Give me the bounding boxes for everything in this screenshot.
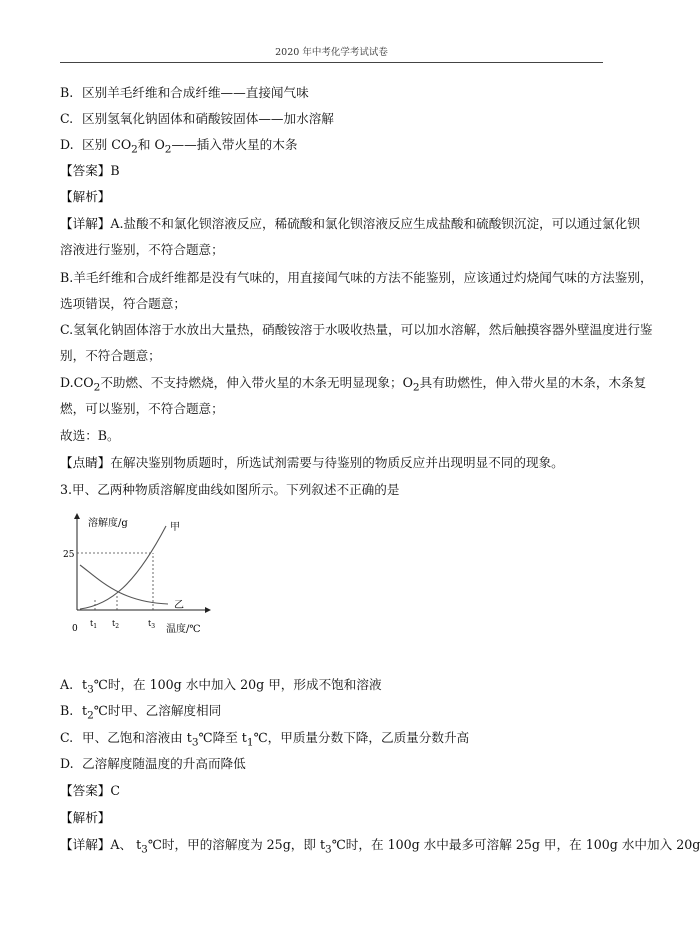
- subscript: 3: [325, 843, 332, 856]
- option-d-prev: [60, 137, 297, 158]
- comment-text: 在解决鉴别物质题时，所选试剂需要与待鉴别的物质反应并出现明显不同的现象。: [110, 455, 564, 470]
- option-label: C.: [60, 111, 74, 126]
- option-text: 区别氢氧化钠固体和硝酸铵固体——加水溶解: [82, 111, 334, 126]
- option-d-q3: [60, 756, 246, 772]
- detail-prev-line-3: B.羊毛纤维和合成纤维都是没有气味的，用直接闻气味的方法不能鉴别，应该通过灼烧闻气味的方法鉴别，: [60, 270, 653, 285]
- option-b-prev: [60, 85, 309, 101]
- series-label-jia: 甲: [170, 522, 180, 533]
- option-text-pre: t: [82, 677, 88, 692]
- answer-q3: [60, 783, 120, 799]
- x-tick-t3: [148, 619, 155, 630]
- header-rule: [60, 62, 603, 63]
- detail-prev-line-9: 故选：B。: [60, 428, 120, 443]
- curve-yi: [80, 565, 168, 604]
- subscript: 1: [246, 736, 254, 749]
- page-header: 2020 年中考化学考试试卷: [275, 47, 388, 58]
- detail-tag: 【详解】: [60, 216, 111, 231]
- option-text-post: ℃时甲、乙溶解度相同: [93, 703, 222, 718]
- subscript: 2: [87, 709, 94, 722]
- detail-prev-line-2: 溶液进行鉴别，不符合题意；: [60, 242, 224, 257]
- detail-prev-line-4: 选项错误，符合题意；: [60, 296, 186, 311]
- subscript: 2: [93, 381, 101, 394]
- option-label: A.: [60, 677, 74, 692]
- x-tick-t1: [90, 619, 97, 630]
- option-label: D.: [60, 756, 74, 771]
- subscript: 3: [141, 843, 148, 856]
- detail-prev-line-8: 燃，可以鉴别，不符合题意；: [60, 401, 224, 416]
- detail-tag: 【详解】: [60, 837, 111, 852]
- option-text: 区别羊毛纤维和合成纤维——直接闻气味: [82, 85, 309, 100]
- detail-text-post: ℃时，在 100g 水中最多可溶解 25g 甲，在 100g 水中加入 20g: [331, 837, 700, 852]
- svg-text:t1: $t_1$: [90, 619, 98, 630]
- option-text-post: ——插入带火星的木条: [171, 137, 298, 152]
- detail-prev-line-1: [60, 216, 640, 232]
- option-a-q3: [60, 677, 382, 698]
- analysis-prev: [60, 189, 110, 205]
- option-c-prev: [60, 111, 334, 127]
- detail-prev-line-5: C.氢氧化钠固体溶于水放出大量热，硝酸铵溶于水吸收热量，可以加水溶解，然后触摸容器外壁温度进行鉴: [60, 322, 653, 337]
- question-3-stem: 3.甲、乙两种物质溶解度曲线如图所示。下列叙述不正确的是: [60, 482, 400, 497]
- y-tick-label: 25: [63, 550, 75, 560]
- option-label: C.: [60, 730, 74, 745]
- option-label: B.: [60, 703, 74, 718]
- option-text-mid: 和 O: [137, 137, 165, 152]
- answer-tag: 【答案】: [60, 783, 111, 798]
- series-label-yi: 乙: [174, 600, 184, 611]
- option-label: D.: [60, 137, 74, 152]
- subscript: 3: [191, 736, 199, 749]
- option-text-pre: t: [82, 703, 88, 718]
- answer-value: C: [110, 783, 121, 798]
- subscript: 3: [87, 683, 94, 696]
- comment-tag: 【点睛】: [60, 455, 111, 470]
- analysis-q3: [60, 810, 110, 826]
- solubility-chart: [60, 510, 210, 640]
- option-b-q3: [60, 703, 221, 724]
- option-text: 乙溶解度随温度的升高而降低: [82, 756, 246, 771]
- option-c-q3: [60, 730, 469, 751]
- subscript: 2: [412, 381, 420, 394]
- x-tick-t2: [112, 619, 119, 630]
- detail-text-pre: D.CO: [60, 375, 94, 390]
- detail-text: A.盐酸不和氯化钡溶液反应，稀硫酸和氯化钡溶液反应生成盐酸和硫酸钡沉淀，可以通过氯化钡: [110, 216, 640, 231]
- detail-text-post: 具有助燃性，伸入带火星的木条，木条复: [419, 375, 647, 390]
- analysis-tag: 【解析】: [60, 189, 111, 204]
- svg-text:t2: $t_2$: [112, 619, 120, 630]
- option-text-pre: 区别 CO: [82, 137, 132, 152]
- answer-value: B: [110, 163, 120, 178]
- x-axis-label: 温度/℃: [166, 624, 201, 635]
- answer-prev: [60, 163, 120, 179]
- detail-q3-line-1: [60, 837, 700, 858]
- option-text-pre: 甲、乙饱和溶液由 t: [82, 730, 192, 745]
- detail-prev-line-7: [60, 375, 646, 396]
- origin-label: 0: [72, 624, 78, 634]
- y-axis-label: 溶解度/g: [88, 518, 128, 529]
- option-text-post: ℃，甲质量分数下降，乙质量分数升高: [253, 730, 470, 745]
- svg-text:t3: $t_3$: [148, 619, 156, 630]
- detail-prev-line-6: 别，不符合题意；: [60, 348, 161, 363]
- option-text-post: ℃时，在 100g 水中加入 20g 甲，形成不饱和溶液: [93, 677, 382, 692]
- comment-prev: [60, 455, 564, 471]
- detail-text-pre: A、 t: [110, 837, 142, 852]
- option-label: B.: [60, 85, 74, 100]
- detail-text-mid: ℃时，甲的溶解度为 25g，即 t: [147, 837, 326, 852]
- subscript: 2: [131, 143, 138, 156]
- answer-tag: 【答案】: [60, 163, 111, 178]
- detail-text-mid: 不助燃、不支持燃烧，伸入带火星的木条无明显现象；O: [100, 375, 413, 390]
- subscript: 2: [164, 143, 172, 156]
- option-text-mid: ℃降至 t: [198, 730, 247, 745]
- analysis-tag: 【解析】: [60, 810, 111, 825]
